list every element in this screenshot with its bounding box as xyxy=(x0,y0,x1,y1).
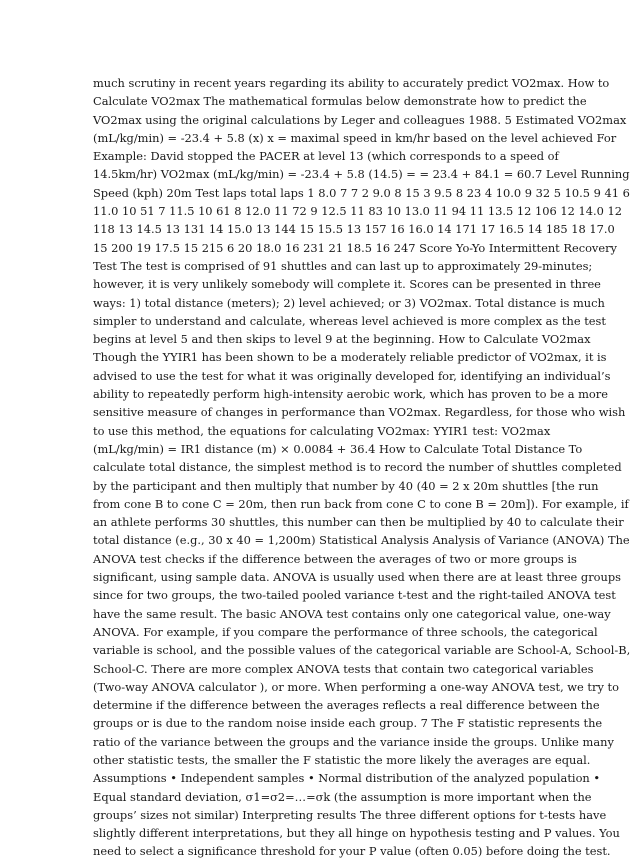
text-line: Assumptions • Independent samples • Normal distribution of the analyzed population • xyxy=(93,771,601,786)
text-line: (mL/kg/min) = -23.4 + 5.8 (x) x = maximal speed in km/hr based on the level achieved For xyxy=(93,130,617,145)
text-line: by the participant and then multiply that number by 40 (40 = 2 x 20m shuttles [the run xyxy=(93,478,599,493)
text-line: variable is school, and the possible values of the categorical variable are School-A, School-B, xyxy=(93,643,631,658)
text-line: 118 13 14.5 13 131 14 15.0 13 144 15 15.5 13 157 16 16.0 14 171 17 16.5 14 185 18 17.0 xyxy=(93,222,615,237)
text-line: Calculate VO2max The mathematical formulas below demonstrate how to predict the xyxy=(93,94,587,109)
text-line: ANOVA test checks if the difference between the averages of two or more groups is xyxy=(93,551,577,566)
text-line: ways: 1) total distance (meters); 2) level achieved; or 3) VO2max. Total distance is much xyxy=(93,295,605,310)
text-line: much scrutiny in recent years regarding its ability to accurately predict VO2max. How to xyxy=(93,76,610,90)
text-line: total distance (e.g., 30 x 40 = 1,200m) Statistical Analysis Analysis of Variance (ANOVA) The xyxy=(93,533,630,548)
text-line: 11.0 10 51 7 11.5 10 61 8 12.0 11 72 9 12.5 11 83 10 13.0 11 94 11 13.5 12 106 12 14.0 12 xyxy=(93,204,622,219)
text-line: need to select a significance threshold for your P value (often 0.05) before doing the test. xyxy=(93,844,611,859)
text-line: groups’ sizes not similar) Interpreting results The three different options for t-tests have xyxy=(93,807,607,822)
text-line: calculate total distance, the simplest method is to record the number of shuttles completed xyxy=(93,460,622,475)
text-line: VO2max using the original calculations by Leger and colleagues 1988. 5 Estimated VO2max xyxy=(93,112,627,127)
text-line: ANOVA. For example, if you compare the performance of three schools, the categorical xyxy=(93,624,598,639)
text-line: (Two-way ANOVA calculator ), or more. When performing a one-way ANOVA test, we try to xyxy=(93,679,619,694)
text-line: Speed (kph) 20m Test laps total laps 1 8.0 7 7 2 9.0 8 15 3 9.5 8 23 4 10.0 9 32 5 10.5 9 41 6 xyxy=(93,185,630,200)
text-line: School-C. There are more complex ANOVA tests that contain two categorical variables xyxy=(93,661,594,676)
text-line: slightly different interpretations, but they all hinge on hypothesis testing and P values. You xyxy=(93,826,620,841)
text-line: since for two groups, the two-tailed pooled variance t-test and the right-tailed ANOVA test xyxy=(93,588,616,603)
text-line: other statistic tests, the smaller the F statistic the more likely the averages are equal. xyxy=(93,752,591,767)
text-line: Test The test is comprised of 91 shuttles and can last up to approximately 29-minutes; xyxy=(93,258,593,273)
text-line: groups or is due to the random noise inside each group. 7 The F statistic represents the xyxy=(93,716,603,731)
text-line: determine if the difference between the averages reflects a real difference between the xyxy=(93,698,600,713)
text-line: advised to use the test for what it was originally developed for, identifying an individual’s xyxy=(93,368,611,383)
text-line: however, it is very unlikely somebody will complete it. Scores can be presented in three xyxy=(93,277,601,292)
text-line: ability to repeatedly perform high-intensity aerobic work, which has proven to be a more xyxy=(93,387,608,402)
text-line: sensitive measure of changes in performance than VO2max. Regardless, for those who wish xyxy=(93,405,626,420)
body-text xyxy=(93,74,631,861)
text-line: from cone B to cone C = 20m, then run back from cone C to cone B = 20m]). For example, if xyxy=(93,496,629,511)
text-line: 14.5km/hr) VO2max (mL/kg/min) = -23.4 + 5.8 (14.5) = = 23.4 + 84.1 = 60.7 Level Running xyxy=(93,167,630,182)
text-line: have the same result. The basic ANOVA test contains only one categorical value, one-way xyxy=(93,606,611,621)
text-line: simpler to understand and calculate, whereas level achieved is more complex as the test xyxy=(93,313,606,328)
text-line: Though the YYIR1 has been shown to be a moderately reliable predictor of VO2max, it is xyxy=(93,350,607,365)
text-line: begins at level 5 and then skips to level 9 at the beginning. How to Calculate VO2max xyxy=(93,332,591,347)
text-line: 15 200 19 17.5 15 215 6 20 18.0 16 231 21 18.5 16 247 Score Yo-Yo Intermittent Recovery xyxy=(93,240,617,255)
text-line: to use this method, the equations for calculating VO2max: YYIR1 test: VO2max xyxy=(93,423,551,438)
text-line: Example: David stopped the PACER at level 13 (which corresponds to a speed of xyxy=(93,149,559,164)
text-line: Equal standard deviation, σ1=σ2=…=σk (the assumption is more important when the xyxy=(93,789,592,804)
text-line: ratio of the variance between the groups and the variance inside the groups. Unlike many xyxy=(93,734,614,749)
text-line: (mL/kg/min) = IR1 distance (m) × 0.0084 + 36.4 How to Calculate Total Distance To xyxy=(93,441,583,456)
text-line: an athlete performs 30 shuttles, this number can then be multiplied by 40 to calculate their xyxy=(93,515,624,530)
text-line: significant, using sample data. ANOVA is usually used when there are at least three groups xyxy=(93,570,621,585)
